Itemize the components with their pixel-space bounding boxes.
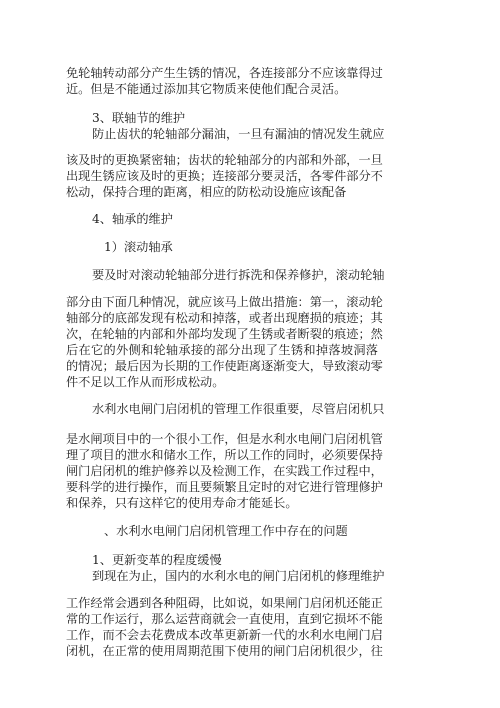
text-line: 到现在为止，国内的水利水电的闸门启闭机的修理维护 [92, 569, 385, 583]
text-line: 出现生锈应该及时的更换；连接部分要灵活，各零件部分不 [66, 169, 383, 183]
text-line: 免轮轴转动部分产生生锈的情况，各连接部分不应该靠得过 [66, 66, 383, 80]
text-line: 闸门启闭机的维护修养以及检测工作，在实践工作过程中， [66, 464, 383, 478]
text-line: 闭机，在正常的使用周期范围下使用的闸门启闭机很少，往 [66, 644, 383, 658]
text-line: 近。但是不能通过添加其它物质来使他们配合灵活。 [66, 82, 347, 96]
text-line: 后在它的外侧和轮轴承接的部分出现了生锈和掉落坡洞落 [66, 343, 378, 357]
text-line: 是水闸项目中的一个很小工作，但是水利水电闸门启闭机管 [66, 432, 383, 446]
text-line: 松动，保持合理的距离，相应的防松动设施应该配备 [66, 185, 347, 199]
text-line: 工作经常会遇到各种阻碍，比如说，如果闸门启闭机还能正 [66, 596, 383, 610]
section-heading: 1、更新变革的程度缓慢 [92, 553, 222, 567]
text-line: 该及时的更换紧密轴；齿状的轮轴部分的内部和外部，一旦 [66, 153, 383, 167]
section-heading: 、水利水电闸门启闭机管理工作中存在的问题 [104, 524, 348, 538]
text-line: 部分由下面几种情况，就应该马上做出措施：第一，滚动轮 [66, 295, 383, 309]
text-line: 次，在轮轴的内部和外部均发现了生锈或者断裂的痕迹；然 [66, 327, 383, 341]
text-line: 理了项目的泄水和储水工作，所以工作的同时，必须要保持 [66, 448, 383, 462]
text-line: 要及时对滚动轮轴部分进行拆洗和保养修护，滚动轮轴 [92, 268, 385, 282]
subsection-heading: 1）滚动轴承 [104, 240, 173, 254]
section-heading: 3、联轴节的维护 [92, 111, 186, 125]
text-line: 轴部分的底部发现有松动和掉落，或者出现磨损的痕迹；其 [66, 311, 383, 325]
text-line: 工作，而不会去花费成本改革更新新一代的水利水电闸门启 [66, 628, 383, 642]
section-heading: 4、轴承的维护 [92, 212, 173, 226]
text-line: 水利水电闸门启闭机的管理工作很重要，尽管启闭机只 [92, 402, 385, 416]
text-line: 和保养，只有这样它的使用寿命才能延长。 [66, 496, 298, 510]
text-line: 的情况；最后因为长期的工作使距离逐渐变大，导致滚动零 [66, 359, 383, 373]
text-line: 常的工作运行，那么运营商就会一直使用，直到它损坏不能 [66, 612, 383, 626]
text-line: 件不足以工作从而形成松动。 [66, 375, 225, 389]
text-line: 防止齿状的轮轴部分漏油，一旦有漏油的情况发生就应 [92, 127, 385, 141]
text-line: 要科学的进行操作，而且要频繁且定时的对它进行管理修护 [66, 480, 383, 494]
